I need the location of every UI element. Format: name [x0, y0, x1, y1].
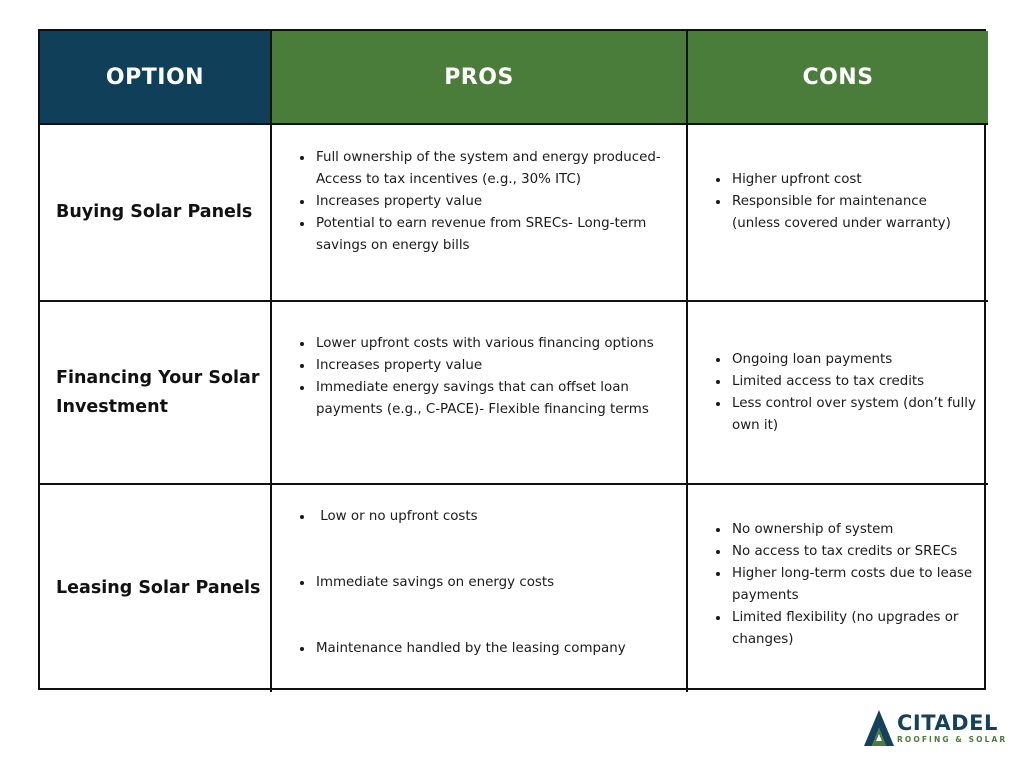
pros-list: [272, 147, 686, 257]
cons-list: [688, 169, 988, 235]
option-cell: [40, 485, 272, 692]
list-item: • Increases property value: [314, 191, 674, 213]
list-item: • Higher long-term costs due to lease payments: [730, 563, 976, 607]
list-item: • Lower upfront costs with various financing options: [314, 333, 674, 355]
cons-cell: [688, 125, 988, 302]
option-label: Leasing Solar Panels: [56, 578, 261, 598]
header-cons: [688, 31, 988, 125]
header-cons-label: CONS: [802, 64, 874, 90]
cons-cell: [688, 302, 988, 485]
list-item: • Ongoing loan payments: [730, 349, 976, 371]
pros-cell: [272, 302, 688, 485]
pros-cell: [272, 125, 688, 302]
header-option-label: OPTION: [105, 64, 205, 90]
list-item: • Responsible for maintenance (unless covered under warranty): [730, 191, 976, 235]
logo-tagline: ROOFING & SOLAR: [897, 734, 1008, 744]
list-item: • No ownership of system: [730, 519, 976, 541]
option-cell: [40, 302, 272, 485]
list-item: • Maintenance handled by the leasing company: [314, 638, 626, 660]
option-label: Buying Solar Panels: [56, 202, 253, 222]
option-label: Financing Your Solar Investment: [56, 367, 260, 417]
header-pros-label: PROS: [444, 64, 514, 90]
pros-cell: [272, 485, 688, 692]
list-item: • Less control over system (don’t fully own it): [730, 393, 976, 437]
list-item: • Immediate energy savings that can offset loan payments (e.g., C-PACE)- Flexible financing terms: [314, 377, 674, 421]
list-item: • Immediate savings on energy costs: [314, 572, 626, 594]
comparison-table: [38, 29, 986, 690]
roof-mountain-icon: [864, 710, 894, 746]
header-option: [40, 31, 272, 125]
cons-cell: [688, 485, 988, 692]
list-item: • Increases property value: [314, 355, 674, 377]
list-item: • No access to tax credits or SRECs: [730, 541, 976, 563]
list-item: • Full ownership of the system and energy produced- Access to tax incentives (e.g., 30% ITC): [314, 147, 674, 191]
list-item: • Higher upfront cost: [730, 169, 976, 191]
cons-list: [688, 349, 988, 437]
list-item: • Potential to earn revenue from SRECs- Long-term savings on energy bills: [314, 213, 674, 257]
list-item: • Low or no upfront costs: [314, 506, 626, 528]
option-cell: [40, 125, 272, 302]
header-pros: [272, 31, 688, 125]
list-item: • Limited access to tax credits: [730, 371, 976, 393]
cons-list: [688, 519, 988, 651]
pros-list: [272, 333, 686, 421]
logo-name: CITADEL: [897, 710, 998, 735]
pros-list: [272, 462, 638, 704]
citadel-logo: [864, 708, 1010, 748]
list-item: • Limited flexibility (no upgrades or changes): [730, 607, 976, 651]
